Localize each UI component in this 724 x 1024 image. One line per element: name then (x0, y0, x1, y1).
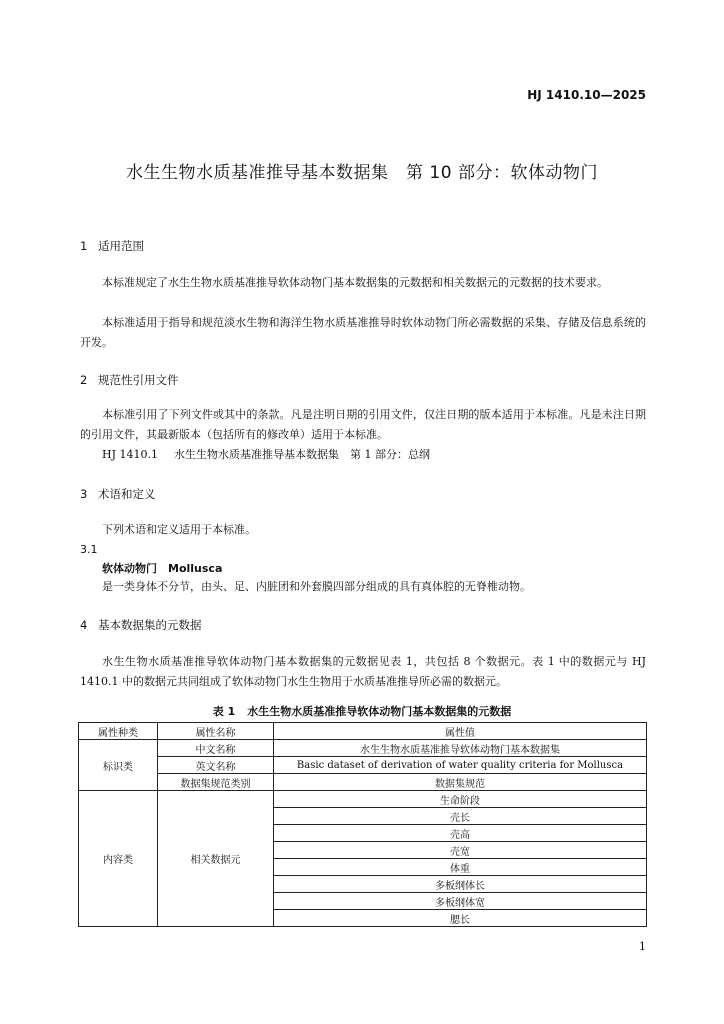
table-caption-title: 水生生物水质基准推导软体动物门基本数据集的元数据 (247, 705, 512, 718)
section-heading-4 (80, 617, 202, 633)
document-code: HJ 1410.10—2025 (527, 88, 646, 102)
term-definition: 是一类身体不分节，由头、足、内脏团和外套膜四部分组成的具有真体腔的无脊椎动物。 (102, 580, 531, 593)
table-row (79, 757, 647, 774)
paragraph-references: 本标准引用了下列文件或其中的条款。凡是注明日期的引用文件，仅注日期的版本适用于本标准。凡是未注日期的引用文件，其最新版本（包括所有的修改单）适用于本标准。 (80, 408, 646, 441)
section-number: 2 (80, 373, 88, 387)
table-name-cell: 数据集规范类别 (158, 774, 274, 791)
term-number: 3.1 (80, 543, 98, 556)
section-title: 术语和定义 (98, 487, 156, 501)
table-value-cell: 生命阶段 (274, 791, 647, 808)
metadata-table (78, 722, 647, 927)
table-value-cell: 多板纲体宽 (274, 893, 647, 910)
table-name-cell: 相关数据元 (158, 791, 274, 927)
paragraph-scope-2: 本标准适用于指导和规范淡水生物和海洋生物水质基准推导时软体动物门所必需数据的采集、存储及信息系统的开发。 (80, 316, 646, 349)
table-value-cell: 壳长 (274, 808, 647, 825)
table-row (79, 774, 647, 791)
section-title: 规范性引用文件 (98, 373, 179, 387)
table-category-cell: 内容类 (79, 791, 158, 927)
table-value-cell: 多板纲体长 (274, 876, 647, 893)
table-header-cell: 属性种类 (79, 723, 158, 740)
table-value-cell: 腮长 (274, 910, 647, 927)
table-value-cell: 体重 (274, 859, 647, 876)
reference-item (102, 446, 430, 462)
table-value-cell: Basic dataset of derivation of water quality criteria for Mollusca (274, 757, 647, 774)
section-number: 1 (80, 239, 88, 253)
table-header-cell: 属性值 (274, 723, 647, 740)
table-value-cell: 水生生物水质基准推导软体动物门基本数据集 (274, 740, 647, 757)
document-title: 水生生物水质基准推导基本数据集 第 10 部分：软体动物门 (126, 163, 598, 183)
table-value-cell: 壳宽 (274, 842, 647, 859)
reference-title: 水生生物水质基准推导基本数据集 第 1 部分：总纲 (174, 448, 430, 461)
section-title: 适用范围 (98, 239, 144, 253)
table-caption-label: 表 1 (212, 705, 236, 718)
section-heading-3 (80, 486, 156, 502)
section-number: 4 (80, 618, 88, 632)
table-header-row (79, 723, 647, 740)
section-heading-2 (80, 372, 179, 388)
paragraph-scope-1: 本标准规定了水生生物水质基准推导软体动物门基本数据集的元数据和相关数据元的元数据的技术要求。 (102, 276, 608, 289)
table-category-cell: 标识类 (79, 740, 158, 791)
table-name-cell: 英文名称 (158, 757, 274, 774)
section-title: 基本数据集的元数据 (98, 618, 202, 632)
table-row (79, 740, 647, 757)
table-caption (0, 703, 724, 719)
term-name: 软体动物门 Mollusca (102, 562, 223, 575)
section-heading-1 (80, 238, 144, 254)
section-number: 3 (80, 487, 88, 501)
page-number: 1 (639, 940, 646, 953)
table-row (79, 791, 647, 808)
table-value-cell: 壳高 (274, 825, 647, 842)
paragraph-metadata: 水生生物水质基准推导软体动物门基本数据集的元数据见表 1，共包括 8 个数据元。表 1 中的数据元与 HJ 1410.1 中的数据元共同组成了软体动物门水生生物用于水质基准推导所必需的数据元。 (80, 655, 646, 688)
paragraph-terms-intro: 下列术语和定义适用于本标准。 (102, 523, 256, 536)
table-header-cell: 属性名称 (158, 723, 274, 740)
reference-code: HJ 1410.1 (102, 448, 158, 461)
table-name-cell: 中文名称 (158, 740, 274, 757)
table-value-cell: 数据集规范 (274, 774, 647, 791)
